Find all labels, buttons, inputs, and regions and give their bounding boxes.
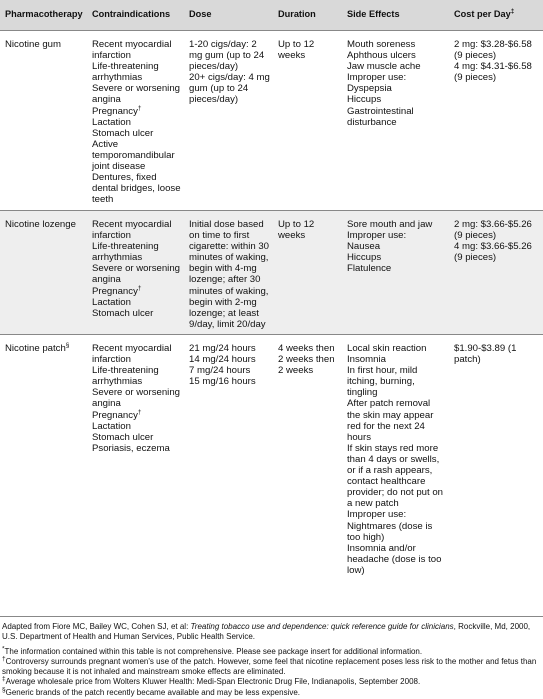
- table-row: [0, 31, 543, 211]
- cell-line: Nightmares (dose is too high): [347, 520, 433, 543]
- cell-line: Recent myocardial infarction: [92, 39, 172, 62]
- pharmacotherapy-cell: [0, 335, 87, 578]
- header-cost-label: Cost per Day: [454, 9, 511, 20]
- footnote-price: ‡Average wholesale price from Wolters Kluwer Health: Medi-Span Electronic Drug File, Indianapolis, September 2008.: [2, 675, 421, 687]
- footnote-generic-patch: §Generic brands of the patch recently became available and may be less expensive.: [2, 685, 301, 697]
- side-effects-cell: [342, 335, 449, 578]
- source-citation: [2, 622, 539, 642]
- cell-line: Jaw muscle ache: [347, 61, 421, 73]
- table-row: [0, 335, 543, 578]
- cell-line: Hiccups: [347, 252, 382, 264]
- cell-line: 2 mg: $3.66-$5.26 (9 pieces): [454, 219, 532, 242]
- cell-line: Active temporomandibular joint disease: [92, 138, 175, 173]
- cell-line: 15 mg/16 hours: [189, 376, 256, 388]
- dose-cell: [184, 335, 273, 578]
- header-side-effects: Side Effects: [342, 0, 449, 31]
- cell-line: Stomach ulcer: [92, 431, 154, 443]
- cell-line: In first hour, mild itching, burning, tingling: [347, 365, 418, 399]
- cell-line: Recent myocardial infarction: [92, 219, 172, 242]
- header-pharmacotherapy: Pharmacotherapy: [0, 0, 87, 31]
- dose-cell: [184, 211, 273, 335]
- cell-line: $1.90-$3.89 (1 patch): [454, 343, 517, 366]
- cell-line: Up to 12 weeks: [278, 219, 315, 242]
- cell-line: 4 mg: $3.66-$5.26 (9 pieces): [454, 241, 532, 264]
- footnote-not-comprehensive: *The information contained within this table is not comprehensive. Please see package insert for additional information.: [2, 645, 423, 657]
- cell-line: Life-threatening arrhythmias: [92, 61, 159, 84]
- cell-line: 7 mg/24 hours: [189, 365, 251, 377]
- cell-line: Stomach ulcer: [92, 307, 154, 319]
- cell-line: Nausea: [347, 241, 381, 253]
- cell-line: Pregnancy†: [92, 408, 142, 421]
- table-header-row: [0, 0, 543, 31]
- cell-line: 14 mg/24 hours: [189, 354, 256, 366]
- cell-line: Severe or worsening angina: [92, 263, 180, 286]
- cell-line: Severe or worsening angina: [92, 387, 180, 410]
- cell-line: Lactation: [92, 296, 131, 308]
- cell-line: Dentures, fixed dental bridges, loose teeth: [92, 172, 181, 206]
- cell-line: Up to 12 weeks: [278, 39, 315, 62]
- cell-line: Improper use:: [347, 509, 407, 521]
- cell-line: Insomnia: [347, 354, 386, 366]
- cell-line: Lactation: [92, 116, 131, 128]
- cell-line: 21 mg/24 hours: [189, 343, 256, 354]
- cell-line: Life-threatening arrhythmias: [92, 365, 159, 388]
- dose-cell: [184, 31, 273, 211]
- therapy-name: Nicotine lozenge: [5, 219, 76, 230]
- contraindications-cell: [87, 31, 184, 211]
- cell-line: Aphthous ulcers: [347, 50, 416, 62]
- cell-line: Flatulence: [347, 263, 392, 275]
- cell-line: Recent myocardial infarction: [92, 343, 172, 366]
- source-title: Treating tobacco use and dependence: quick reference guide for clinicians: [190, 622, 454, 631]
- footnote-pregnancy: †Controversy surrounds pregnant women's use of the patch. However, some feel that nicotine replacement poses less risk to the mother and fetus than smoking because it is not inhaled and mainstream smoke effects are eliminated.: [2, 655, 537, 677]
- cell-line: Hiccups: [347, 94, 382, 106]
- cell-line: 2 weeks: [278, 365, 314, 377]
- duration-cell: [273, 31, 342, 211]
- cell-line: After patch removal the skin may appear red for the next 24 hours: [347, 398, 434, 443]
- header-dose: Dose: [184, 0, 273, 31]
- cell-line: 1-20 cigs/day: 2 mg gum (up to 24 pieces/day): [189, 39, 265, 73]
- duration-cell: [273, 335, 342, 578]
- contraindications-cell: [87, 211, 184, 335]
- source-suffix: , Rockville, Md, 2000, U.S. Department of Health and Human Services, Public Health Service.: [2, 622, 531, 642]
- table-row: [0, 211, 543, 335]
- cell-line: 2 mg: $3.28-$6.58 (9 pieces): [454, 39, 532, 62]
- cell-line: 4 mg: $4.31-$6.58 (9 pieces): [454, 61, 532, 84]
- header-cost-per-day: [449, 0, 543, 31]
- cost-cell: [449, 211, 543, 335]
- cell-line: Dyspepsia: [347, 83, 392, 95]
- cell-line: Severe or worsening angina: [92, 83, 180, 106]
- cell-line: Life-threatening arrhythmias: [92, 241, 159, 264]
- pharmacotherapy-cell: [0, 31, 87, 211]
- side-effects-cell: [342, 211, 449, 335]
- cell-line: Lactation: [92, 420, 131, 432]
- cell-line: Mouth soreness: [347, 39, 416, 50]
- cell-line: Improper use:: [347, 72, 407, 84]
- therapy-name: Nicotine gum: [5, 39, 61, 50]
- pharmacotherapy-cell: [0, 211, 87, 335]
- cell-line: 2 weeks then: [278, 354, 335, 366]
- cell-line: Psoriasis, eczema: [92, 442, 170, 454]
- cell-line: If skin stays red more than 4 days or swells, or if a rash appears, contact healthcare provider; do not put on a new patch: [347, 442, 444, 510]
- table-footnotes: [0, 616, 543, 698]
- header-contraindications: Contraindications: [87, 0, 184, 31]
- cell-line: Stomach ulcer: [92, 127, 154, 139]
- cost-footnote-mark: ‡: [510, 8, 515, 16]
- cost-cell: [449, 31, 543, 211]
- cell-line: 20+ cigs/day: 4 mg gum (up to 24 pieces/day): [189, 72, 270, 106]
- cell-line: Local skin reaction: [347, 343, 427, 354]
- cell-line: Pregnancy†: [92, 104, 142, 117]
- cell-line: Sore mouth and jaw: [347, 219, 433, 230]
- header-duration: Duration: [273, 0, 342, 31]
- cell-line: Improper use:: [347, 230, 407, 242]
- cost-cell: [449, 335, 543, 578]
- side-effects-cell: [342, 31, 449, 211]
- cell-line: Insomnia and/or headache (dose is too low): [347, 542, 442, 576]
- cell-line: Pregnancy†: [92, 284, 142, 297]
- cell-line: Gastrointestinal disturbance: [347, 105, 414, 128]
- therapy-name: Nicotine patch: [5, 343, 66, 354]
- cell-line: 4 weeks then: [278, 343, 335, 354]
- source-prefix: Adapted from Fiore MC, Bailey WC, Cohen SJ, et al:: [2, 622, 191, 631]
- contraindications-cell: [87, 335, 184, 578]
- therapy-footnote-mark: §: [65, 341, 70, 349]
- cell-line: Initial dose based on time to first cigarette: within 30 minutes of waking, begin with 4-mg lozenge; after 30 minutes of waking, begin with 2-mg lozenge; at least 9/day, limit 20/day: [189, 219, 269, 330]
- duration-cell: [273, 211, 342, 335]
